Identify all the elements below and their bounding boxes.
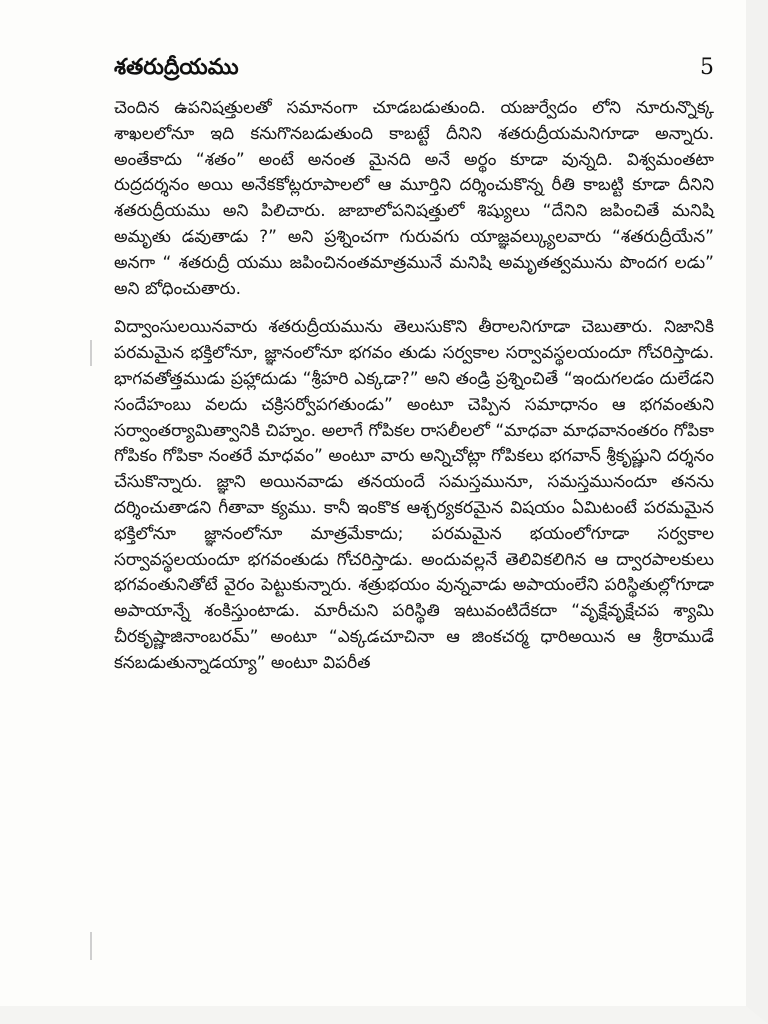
page-number: 5: [700, 55, 714, 80]
margin-mark: [90, 340, 92, 366]
running-header: [114, 52, 714, 92]
body-text: [114, 96, 714, 677]
running-title: శతరుద్రీయము: [114, 55, 239, 80]
paragraph: చెందిన ఉపనిషత్తులతో సమానంగా చూడబడుతుంది. యజుర్వేదం లోని నూరున్నొక్క శాఖలలోనూ ఇది కనుగొనబడుతుంది కాబట్టే దీనిని శతరుద్రీయమనిగూడా అన్నారు. అంతేకాదు “శతం” అంటే అనంత మైనది అనే అర్థం కూడా వున్నది. విశ్వమంతటా రుద్రదర్శనం అయి అనేకకోట్లరూపాలలో ఆ మూర్తిని దర్శించుకొన్న రీతి కాబట్టి కూడా దీనిని శతరుద్రీయము అని పిలిచారు. జాబాలోపనిషత్తులో శిష్యులు “దేనిని జపించితే మనిషి అమృతు డవుతాడు ?” అని ప్రశ్నించగా గురువగు యాజ్ఞవల్క్యులవారు “శతరుద్రీయేన” అనగా “ శతరుద్రీ యము జపించినంతమాత్రమునే మనిషి అమృతత్వమును పొందగ లడు” అని బోధించుతారు.: [114, 98, 714, 299]
paragraph: విద్వాంసులయినవారు శతరుద్రీయమును తెలుసుకొని తీరాలనిగూడా చెబుతారు. నిజానికి పరమమైన భక్తిలోనూ, జ్ఞానంలోనూ భగవం తుడు సర్వకాల సర్వావస్థలయందూ గోచరిస్తాడు. భాగవతోత్తముడు ప్రహ్లాదుడు “శ్రీహరి ఎక్కడా?” అని తండ్రి ప్రశ్నించితే “ఇందుగలడం దులేడని సందేహంబు వలదు చక్రిసర్వోపగతుండు” అంటూ చెప్పిన సమాధానం ఆ భగవంతుని సర్వాంతర్యామిత్వానికి చిహ్నం. అలాగే గోపికల రాసలీలలో “మాధవా మాధవానంతరం గోపికా గోపికం గోపికా నంతరే మాధవం” అంటూ వారు అన్నిచోట్లా గోపికలు భగవాన్ శ్రీకృష్ణుని దర్శనం చేసుకొన్నారు. జ్ఞాని అయినవాడు తనయందే సమస్తమునూ, సమస్తమునందూ తనను దర్శించుతాడని గీతావా క్యము. కానీ ఇంకొక ఆశ్చర్యకరమైన విషయం ఏమిటంటే పరమమైన భక్తిలోనూ జ్ఞానంలోనూ మాత్రమేకాదు; పరమమైన భయంలోగూడా సర్వకాల సర్వావస్థలయందూ భగవంతుడు గోచరిస్తాడు. అందువల్లనే తెలివికలిగిన ఆ ద్వారపాలకులు భగవంతునితోటే వైరం పెట్టుకున్నారు. శత్రుభయం వున్నవాడు అపాయంలేని పరిస్థితుల్లోగూడా అపాయాన్నే శంకిస్తుంటాడు. మారీచుని పరిస్థితి ఇటువంటిదేకదా “వృక్షేవృక్షేచప శ్యామి చీరకృష్ణాజినాంబరమ్” అంటూ “ఎక్కడచూచినా ఆ జింకచర్మ ధారిఅయిన ఆ శ్రీరాముడే కనబడుతున్నాడయ్యా” అంటూ విపరీత: [114, 317, 714, 673]
margin-mark: [90, 932, 92, 960]
